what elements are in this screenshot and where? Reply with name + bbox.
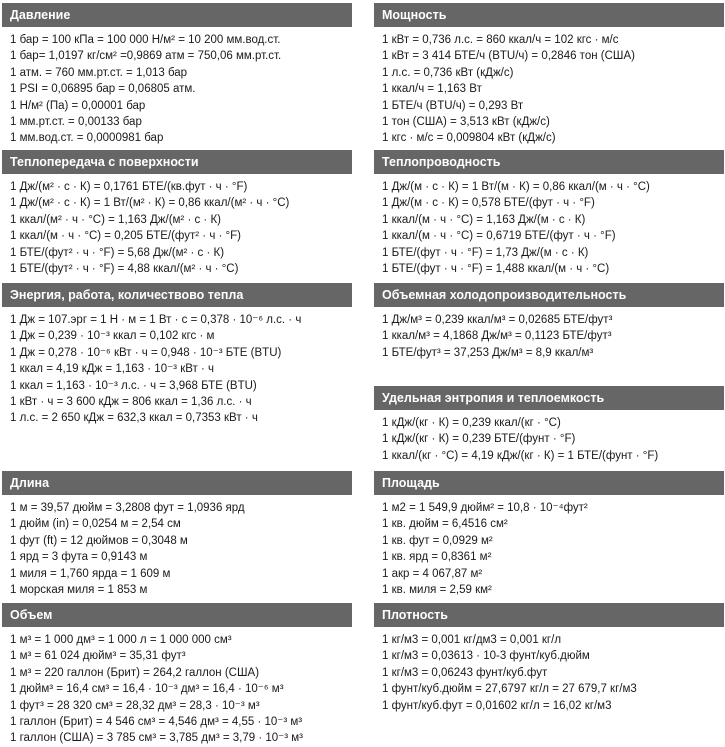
section-thermal-conductivity (374, 150, 724, 277)
conversion-line: 1 БТЕ/(фут² · ч · °F) = 4,88 ккал/(м² · ч · °С) (10, 263, 239, 276)
conversion-line: 1 дюйм (in) = 0,0254 м = 2,54 см (10, 518, 181, 531)
section-header: Длина (2, 471, 352, 495)
conversion-line: 1 Дж/м³ = 0,239 ккал/м³ = 0,02685 БТЕ/фут³ (382, 314, 613, 326)
conversion-line: 1 морская миля = 1 853 м (10, 584, 148, 597)
conversion-line: 1 ккал/(м · ч · °С) = 0,205 БТЕ/(фут² · ч · °F) (10, 230, 241, 243)
section-header: Удельная энтропия и теплоемкость (374, 386, 724, 410)
section-volumetric-cooling-capacity (374, 283, 724, 361)
conversion-line: 1 акр = 4 067,87 м² (382, 567, 483, 580)
conversion-line: 1 л.с. = 0,736 кВт (кДж/с) (382, 66, 514, 79)
conversion-line: 1 кДж/(кг · К) = 0,239 БТЕ/(фунт · °F) (382, 433, 576, 446)
section-header: Энергия, работа, количествово тепла (2, 283, 352, 307)
section-lines (374, 307, 724, 361)
section-lines (374, 410, 724, 464)
conversion-line: 1 ккал/(м² · ч · °С) = 1,163 Дж/(м² · с · К) (10, 213, 221, 226)
conversion-line: 1 Дж/(м² · с · К) = 1 Вт/(м² · К) = 0,86 ккал/(м² · ч · °С) (10, 197, 290, 210)
conversion-line: 1 Дж = 0,239 · 10⁻³ ккал = 0,102 кгс · м (10, 330, 215, 343)
section-pressure (2, 3, 352, 147)
section-lines (2, 627, 352, 747)
conversion-line: 1 Дж/(м · с · К) = 1 Вт/(м · К) = 0,86 ккал/(м · ч · °С) (382, 181, 650, 193)
section-lines (374, 495, 724, 598)
conversion-line: 1 БТЕ/ч (BTU/ч) = 0,293 Вт (382, 99, 524, 112)
conversion-line: 1 м³ = 61 024 дюйм³ = 35,31 фут³ (10, 650, 186, 663)
section-lines (374, 627, 724, 714)
conversion-line: 1 дюйм³ = 16,4 см³ = 16,4 · 10⁻³ дм³ = 16,4 · 10⁻⁶ м³ (10, 683, 284, 696)
conversion-line: 1 ккал/(м · ч · °С) = 1,163 Дж/(м · с · К) (382, 213, 586, 226)
section-volume (2, 603, 352, 747)
conversion-line: 1 ярд = 3 фута = 0,9143 м (10, 551, 148, 564)
section-density (374, 603, 724, 714)
section-energy (2, 283, 352, 427)
conversion-line: 1 кВт = 3 414 БТЕ/ч (BTU/ч) = 0,2846 тон (США) (382, 50, 635, 63)
conversion-line: 1 бар = 100 кПа = 100 000 Н/м² = 10 200 мм.вод.ст. (10, 34, 281, 46)
conversion-line: 1 БТЕ/фут³ = 37,253 Дж/м³ = 8,9 ккал/м³ (382, 346, 594, 359)
section-lines (2, 307, 352, 427)
conversion-line: 1 PSI = 0,06895 бар = 0,06805 атм. (10, 83, 196, 96)
conversion-line: 1 Дж = 0,278 · 10⁻⁶ кВт · ч = 0,948 · 10⁻³ БТЕ (BTU) (10, 346, 282, 359)
section-power (374, 3, 724, 147)
conversion-line: 1 кВт = 0,736 л.с. = 860 ккал/ч = 102 кгс · м/с (382, 34, 619, 46)
section-lines (2, 174, 352, 277)
section-lines (374, 27, 724, 147)
conversion-line: 1 тон (США) = 3,513 кВт (кДж/с) (382, 116, 550, 129)
section-header: Теплопередача с поверхности (2, 150, 352, 174)
conversion-line: 1 кв. миля = 2,59 км² (382, 584, 492, 597)
conversion-line: 1 БТЕ/(фут · ч · °F) = 1,73 Дж/(м · с · К) (382, 246, 589, 259)
conversion-line: 1 фунт/куб.дюйм = 27,6797 кг/л = 27 679,7 кг/м3 (382, 683, 637, 696)
section-area (374, 471, 724, 598)
section-header: Площадь (374, 471, 724, 495)
conversion-line: 1 м2 = 1 549,9 дюйм² = 10,8 · 10⁻⁴фут² (382, 502, 588, 514)
conversion-line: 1 ккал/м³ = 4,1868 Дж/м³ = 0,1123 БТЕ/фут³ (382, 330, 612, 343)
conversion-line: 1 м³ = 220 галлон (Брит) = 264,2 галлон (США) (10, 666, 260, 679)
conversion-line: 1 кв. ярд = 0,8361 м² (382, 551, 492, 564)
conversion-line: 1 фут (ft) = 12 дюймов = 0,3048 м (10, 534, 188, 547)
conversion-line: 1 кг/м3 = 0,03613 · 10-3 фунт/куб.дюйм (382, 650, 590, 663)
conversion-line: 1 ккал/ч = 1,163 Вт (382, 83, 482, 96)
conversion-line: 1 кДж/(кг · К) = 0,239 ккал/(кг · °С) (382, 417, 561, 429)
conversion-line: 1 мм.рт.ст. = 0,00133 бар (10, 116, 142, 129)
section-header: Давление (2, 3, 352, 27)
conversion-line: 1 галлон (Брит) = 4 546 см³ = 4,546 дм³ = 4,55 · 10⁻³ м³ (10, 716, 303, 729)
section-header: Объем (2, 603, 352, 627)
conversion-line: 1 ккал/(кг · °С) = 4,19 кДж/(кг · К) = 1 БТЕ/(фунт · °F) (382, 449, 659, 462)
section-lines (374, 174, 724, 277)
conversion-line: 1 БТЕ/(фут² · ч · °F) = 5,68 Дж/(м² · с · К) (10, 246, 225, 259)
conversion-line: 1 фунт/куб.фут = 0,01602 кг/л = 16,02 кг/м3 (382, 699, 612, 712)
section-lines (2, 495, 352, 598)
conversion-line: 1 Н/м² (Па) = 0,00001 бар (10, 99, 146, 112)
conversion-line: 1 кг/м3 = 0,06243 фунт/куб.фут (382, 666, 548, 679)
conversion-line: 1 кв. фут = 0,0929 м² (382, 534, 493, 547)
conversion-line: 1 Дж/(м² · с · К) = 0,1761 БТЕ/(кв.фут · ч · °F) (10, 181, 248, 193)
conversion-line: 1 атм. = 760 мм.рт.ст. = 1,013 бар (10, 66, 188, 79)
conversion-line: 1 Дж = 107.эрг = 1 Н · м = 1 Вт · с = 0,378 · 10⁻⁶ л.с. · ч (10, 314, 302, 326)
conversion-line: 1 бар= 1,0197 кг/см² =0,9869 атм = 750,06 мм.рт.ст. (10, 50, 282, 63)
conversion-line: 1 миля = 1,760 ярда = 1 609 м (10, 567, 171, 580)
conversion-line: 1 ккал = 1,163 · 10⁻³ л.с. · ч = 3,968 БТЕ (BTU) (10, 379, 257, 392)
conversion-line: 1 кгс · м/с = 0,009804 кВт (кДж/с) (382, 132, 556, 145)
conversion-line: 1 Дж/(м · с · К) = 0,578 БТЕ/(фут · ч · °F) (382, 197, 595, 210)
conversion-line: 1 фут³ = 28 320 см³ = 28,32 дм³ = 28,3 · 10⁻³ м³ (10, 699, 260, 712)
conversion-line: 1 кв. дюйм = 6,4516 см² (382, 518, 508, 531)
conversion-line: 1 м³ = 1 000 дм³ = 1 000 л = 1 000 000 см³ (10, 634, 232, 646)
section-header: Плотность (374, 603, 724, 627)
conversion-line: 1 ккал/(м · ч · °С) = 0,6719 БТЕ/(фут · ч · °F) (382, 230, 616, 243)
section-surface-heat-transfer (2, 150, 352, 277)
conversion-line: 1 м = 39,57 дюйм = 3,2808 фут = 1,0936 ярд (10, 502, 245, 514)
conversion-line: 1 мм.вод.ст. = 0,0000981 бар (10, 132, 164, 145)
conversion-line: 1 л.с. = 2 650 кДж = 632,3 ккал = 0,7353 кВт · ч (10, 412, 258, 425)
section-lines (2, 27, 352, 147)
conversion-line: 1 галлон (США) = 3 785 см³ = 3,785 дм³ = 3,79 · 10⁻³ м³ (10, 732, 304, 745)
section-specific-entropy (374, 386, 724, 464)
conversion-line: 1 кг/м3 = 0,001 кг/дм3 = 0,001 кг/л (382, 634, 562, 646)
conversion-line: 1 БТЕ/(фут · ч · °F) = 1,488 ккал/(м · ч · °С) (382, 263, 610, 276)
conversion-line: 1 ккал = 4,19 кДж = 1,163 · 10⁻³ кВт · ч (10, 363, 214, 376)
section-header: Теплопроводность (374, 150, 724, 174)
section-header: Объемная холодопроизводительность (374, 283, 724, 307)
section-header: Мощность (374, 3, 724, 27)
conversion-line: 1 кВт · ч = 3 600 кДж = 806 ккал = 1,36 л.с. · ч (10, 396, 252, 409)
section-length (2, 471, 352, 598)
